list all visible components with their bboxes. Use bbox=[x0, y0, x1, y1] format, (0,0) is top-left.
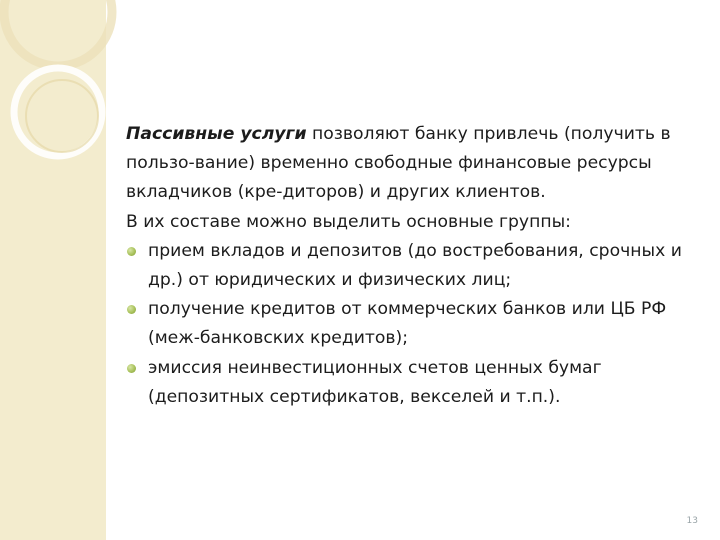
definition-term: Пассивные услуги bbox=[126, 124, 307, 144]
bullet-text: получение кредитов от коммерческих банков или ЦБ РФ (меж-банковских кредитов); bbox=[148, 299, 667, 349]
definition-paragraph bbox=[126, 120, 706, 208]
bullet-list bbox=[126, 237, 706, 412]
slide-content bbox=[126, 120, 706, 412]
bullet-dot-icon bbox=[127, 305, 136, 314]
bullet-text: прием вкладов и депозитов (до востребования, срочных и др.) от юридических и физических лиц; bbox=[148, 240, 682, 291]
page-number: 13 bbox=[686, 516, 698, 526]
bullet-dot-icon bbox=[127, 247, 136, 256]
intro-text: В их составе можно выделить основные группы: bbox=[126, 211, 571, 232]
bullet-item bbox=[126, 354, 706, 412]
decorative-circles bbox=[0, 0, 140, 200]
bullet-text: эмиссия неинвестиционных счетов ценных бумаг (депозитных сертификатов, векселей и т.п.). bbox=[148, 357, 602, 407]
bullet-item bbox=[126, 295, 706, 353]
definition-text: позволяют банку привлечь (получить в пользо-вание) временно свободные финансовые ресурсы вкладчиков (кре-диторов) и других клиентов. bbox=[126, 124, 671, 203]
bullet-dot-icon bbox=[127, 364, 136, 373]
bullet-item bbox=[126, 237, 706, 295]
